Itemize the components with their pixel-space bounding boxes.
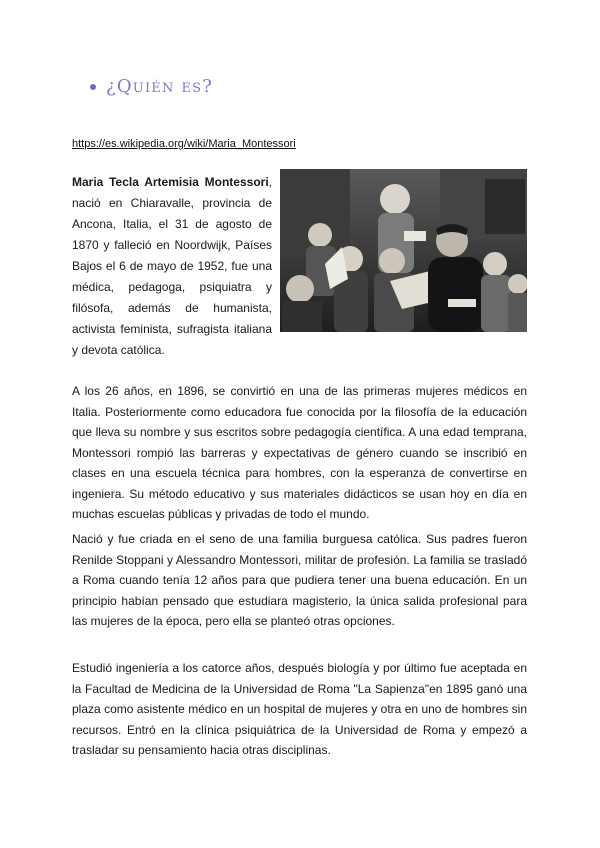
heading-title: ¿Quién es? (106, 76, 214, 97)
intro-name: Maria Tecla Artemisia Montessori (72, 175, 269, 189)
section-heading (90, 76, 213, 97)
paragraph-career: A los 26 años, en 1896, se convirtió en una de las primeras mujeres médicos en Italia. Posteriormente como educadora fue conocida por la filosofía de la educación que lleva su nombre y sus escritos sobre pedagogía científica. A una edad temprana, Montessori rompió las barreras y expectativas de género cuando se inscribió en clases en una escuela técnica para hombres, con la esperanza de convertirse en ingeniera. Su método educativo y sus materiales didácticos se usan hoy en día en muchas escuelas públicas y privadas de todo el mundo. (72, 384, 527, 521)
paragraph-family: Nació y fue criada en el seno de una familia burguesa católica. Sus padres fueron Renilde Stoppani y Alessandro Montessori, militar de profesión. La familia se trasladó a Roma cuando tenía 12 años para que pudiera tener una buena educación. En un principio habían pensado que estudiara magisterio, la única salida profesional para las mujeres de la época, pero ella se planteó otras opciones. (72, 532, 527, 628)
paragraph-studies: Estudió ingeniería a los catorce años, después biología y por último fue aceptada en la Facultad de Medicina de la Universidad de Roma "La Sapienza"en 1895 ganó una plaza como asistente médico en un hospital de mujeres y otra en uno de hombres sin recursos. Entró en la clínica psiquiátrica de la Universidad de Roma y empezó a trasladar su pensamiento hacia otras disciplinas. (72, 661, 527, 757)
intro-paragraph (72, 172, 272, 361)
intro-text: , nació en Chiaravalle, provincia de Ancona, Italia, el 31 de agosto de 1870 y falleció en Noordwijk, Países Bajos el 6 de mayo de 1952, fue una médica, pedagoga, psiquiatra y filósofa, además de humanista, activista feminista, sufragista italiana y devota católica. (72, 175, 272, 357)
historical-photo-icon (280, 169, 527, 332)
bullet-dot-icon (90, 84, 96, 90)
wikipedia-source-link[interactable]: https://es.wikipedia.org/wiki/Maria_Montessori (72, 138, 296, 150)
